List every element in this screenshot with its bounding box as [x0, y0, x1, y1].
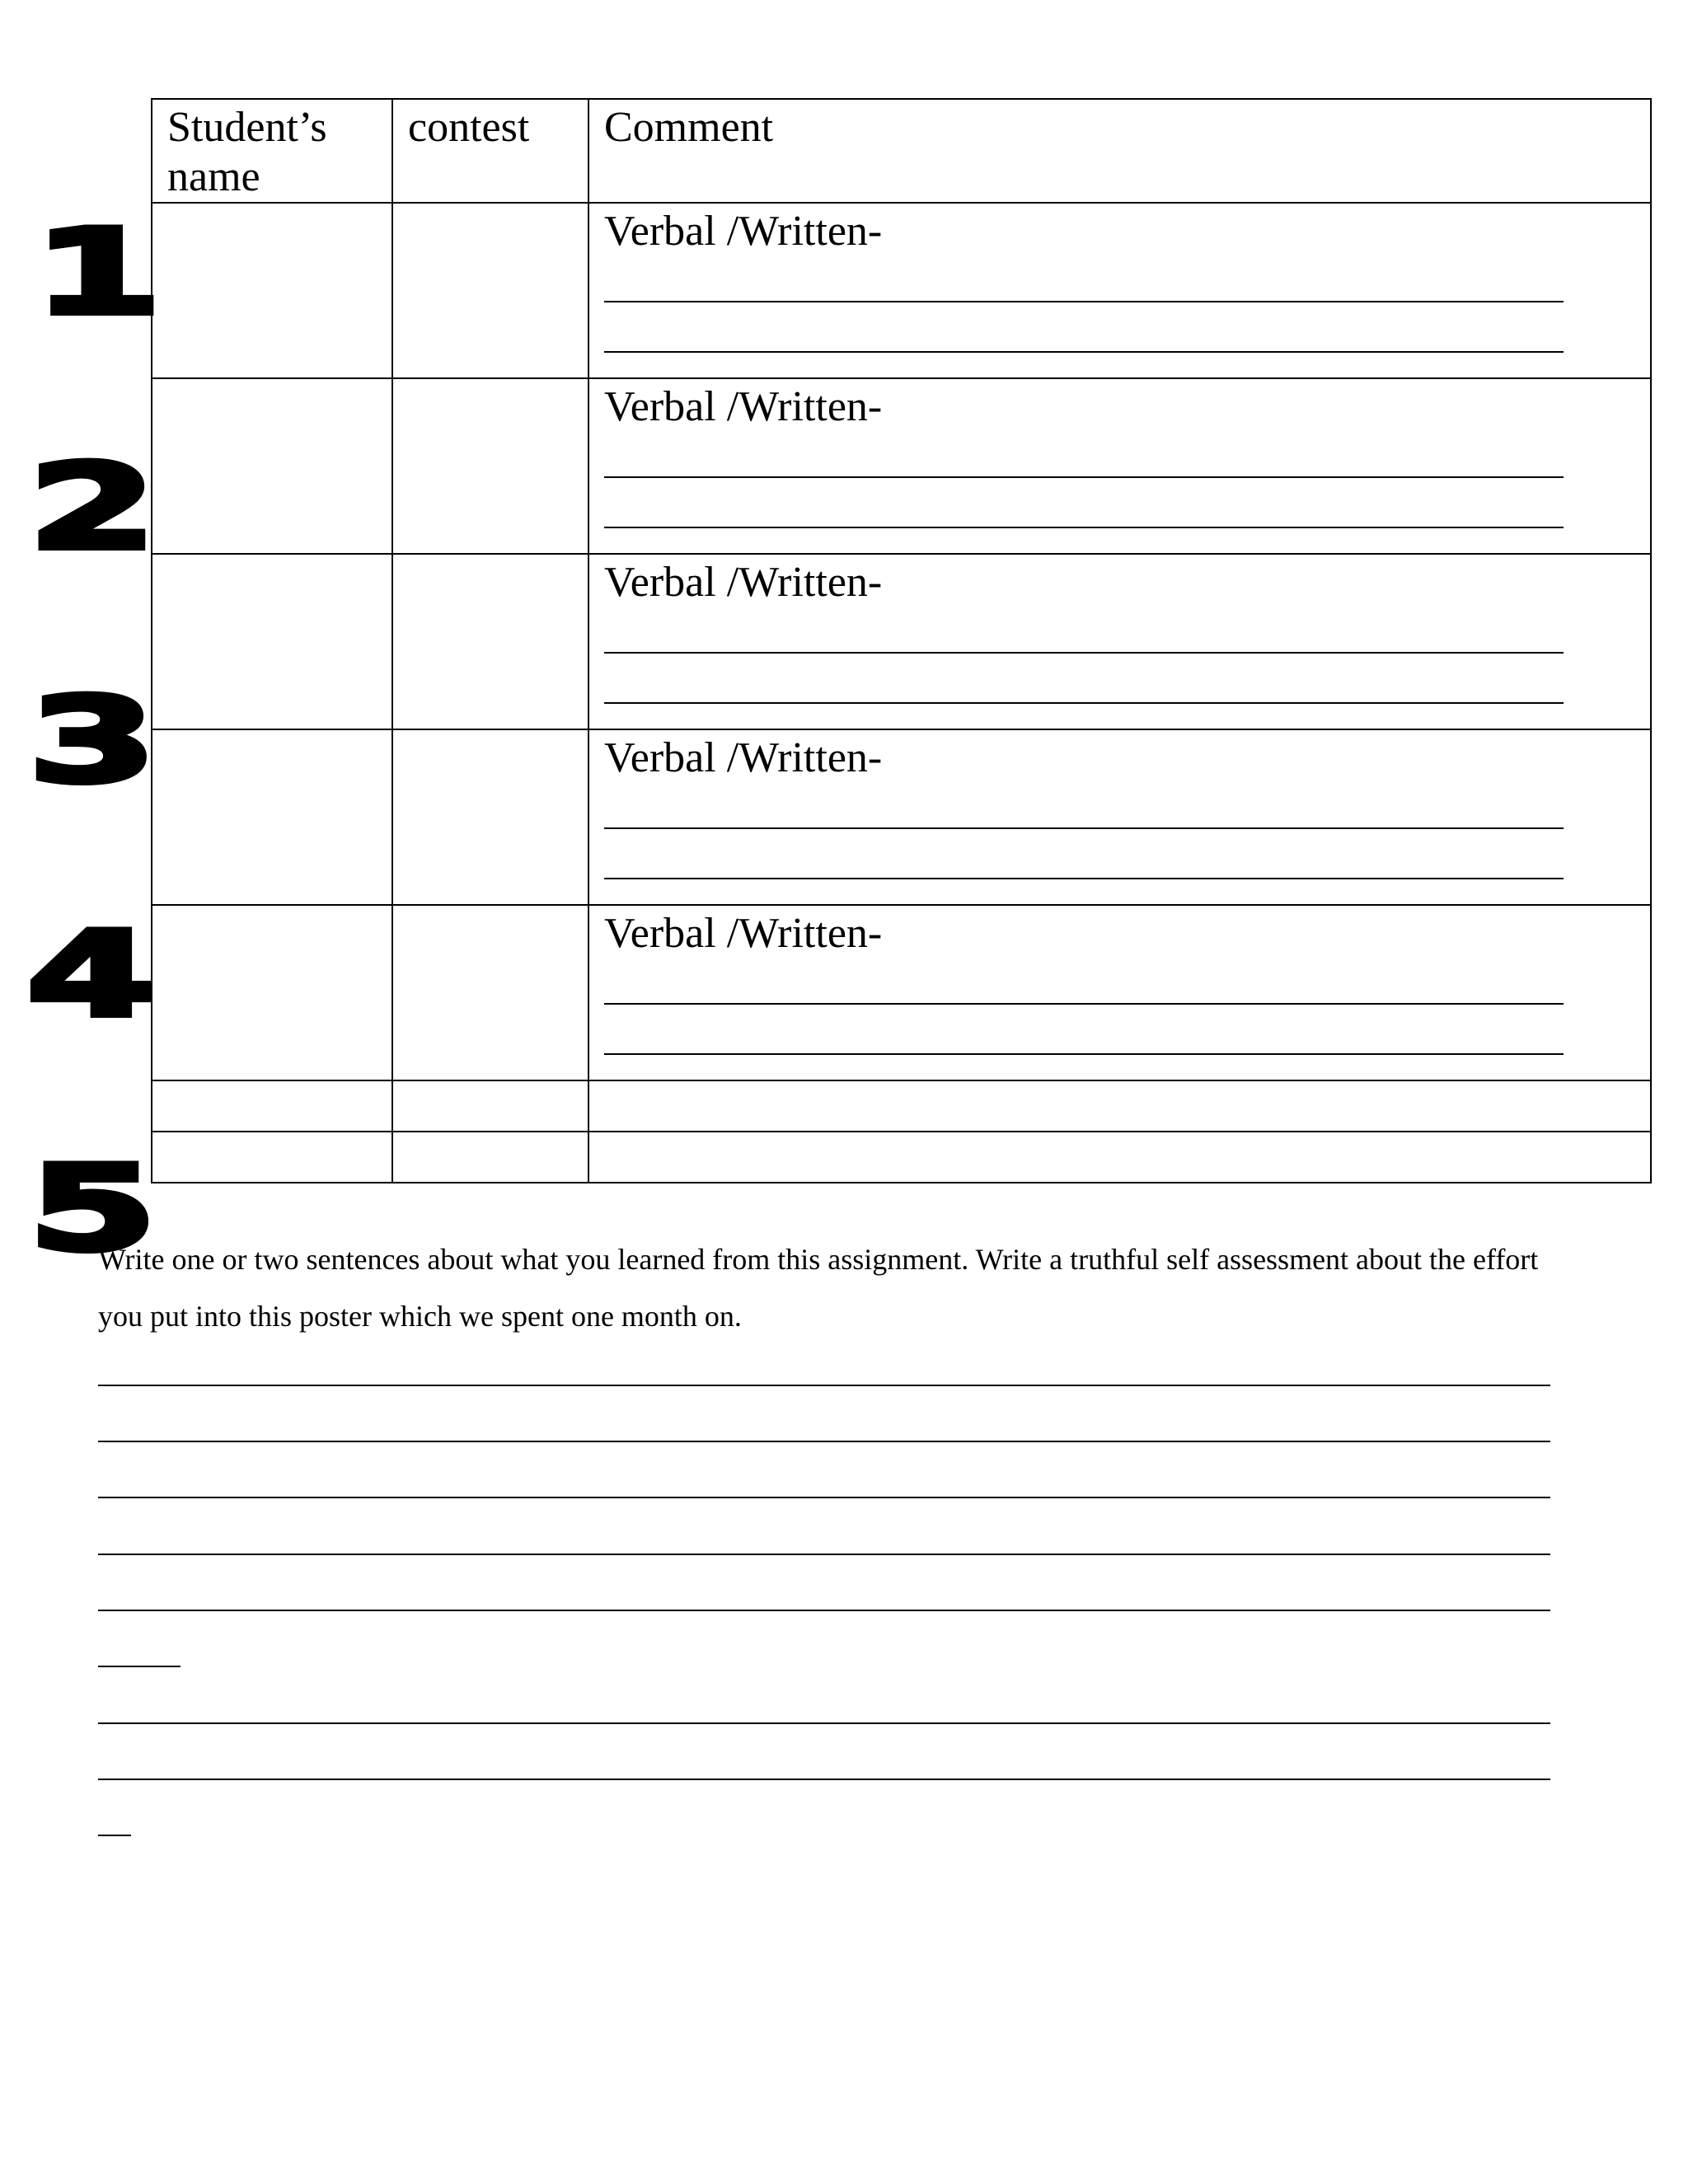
big-number-3: 3	[28, 673, 157, 809]
comment-label: Verbal /Written-	[604, 208, 883, 255]
comment-write-line	[604, 476, 1564, 478]
comment-cell[interactable]	[588, 1132, 1651, 1183]
big-number-2: 2	[28, 439, 157, 576]
comment-write-line	[604, 351, 1564, 353]
comment-cell[interactable]	[588, 729, 1651, 905]
comment-write-line	[604, 1003, 1564, 1005]
big-number-4: 4	[26, 907, 156, 1043]
big-number-5: 5	[28, 1141, 157, 1277]
contest-cell[interactable]	[392, 378, 588, 554]
answer-line[interactable]	[98, 1779, 1550, 1780]
table-row	[152, 729, 1651, 905]
comment-cell[interactable]	[588, 905, 1651, 1080]
answer-line-short[interactable]	[98, 1666, 181, 1667]
comment-label: Verbal /Written-	[604, 559, 883, 606]
answer-line[interactable]	[98, 1385, 1550, 1386]
table-row	[152, 378, 1651, 554]
student-name-cell[interactable]	[152, 203, 392, 378]
feedback-table	[151, 98, 1652, 1183]
student-name-cell[interactable]	[152, 729, 392, 905]
answer-line[interactable]	[98, 1441, 1550, 1442]
comment-write-line	[604, 1053, 1564, 1055]
student-name-cell[interactable]	[152, 905, 392, 1080]
table-row	[152, 554, 1651, 729]
contest-cell[interactable]	[392, 1080, 588, 1132]
contest-cell[interactable]	[392, 729, 588, 905]
table-row	[152, 203, 1651, 378]
table-header-row	[152, 99, 1651, 203]
contest-cell[interactable]	[392, 1132, 588, 1183]
table-row	[152, 1080, 1651, 1132]
contest-cell[interactable]	[392, 203, 588, 378]
comment-cell[interactable]	[588, 554, 1651, 729]
comment-write-line	[604, 527, 1564, 528]
answer-line[interactable]	[98, 1554, 1550, 1555]
answer-line[interactable]	[98, 1722, 1550, 1724]
comment-label: Verbal /Written-	[604, 910, 883, 957]
comment-cell[interactable]	[588, 378, 1651, 554]
answer-line-short[interactable]	[98, 1835, 131, 1836]
student-name-cell[interactable]	[152, 554, 392, 729]
header-contest: contest	[392, 99, 588, 203]
student-name-cell[interactable]	[152, 378, 392, 554]
comment-label: Verbal /Written-	[604, 383, 883, 430]
table-row	[152, 905, 1651, 1080]
student-name-cell[interactable]	[152, 1132, 392, 1183]
contest-cell[interactable]	[392, 905, 588, 1080]
comment-cell[interactable]	[588, 203, 1651, 378]
contest-cell[interactable]	[392, 554, 588, 729]
big-number-1: 1	[33, 204, 162, 341]
answer-line[interactable]	[98, 1610, 1550, 1611]
comment-label: Verbal /Written-	[604, 734, 883, 781]
comment-write-line	[604, 652, 1564, 654]
table-row	[152, 1132, 1651, 1183]
answer-line[interactable]	[98, 1497, 1550, 1498]
student-name-cell[interactable]	[152, 1080, 392, 1132]
comment-write-line	[604, 702, 1564, 704]
comment-write-line	[604, 827, 1564, 829]
instructions-text: Write one or two sentences about what you learned from this assignment. Write a truthful self assessment about the effort you put into this poster which we spent one month on.	[98, 1243, 1539, 1333]
header-student-name: Student’s name	[152, 99, 392, 203]
header-comment: Comment	[588, 99, 1651, 203]
comment-write-line	[604, 878, 1564, 879]
comment-write-line	[604, 301, 1564, 302]
comment-cell[interactable]	[588, 1080, 1651, 1132]
